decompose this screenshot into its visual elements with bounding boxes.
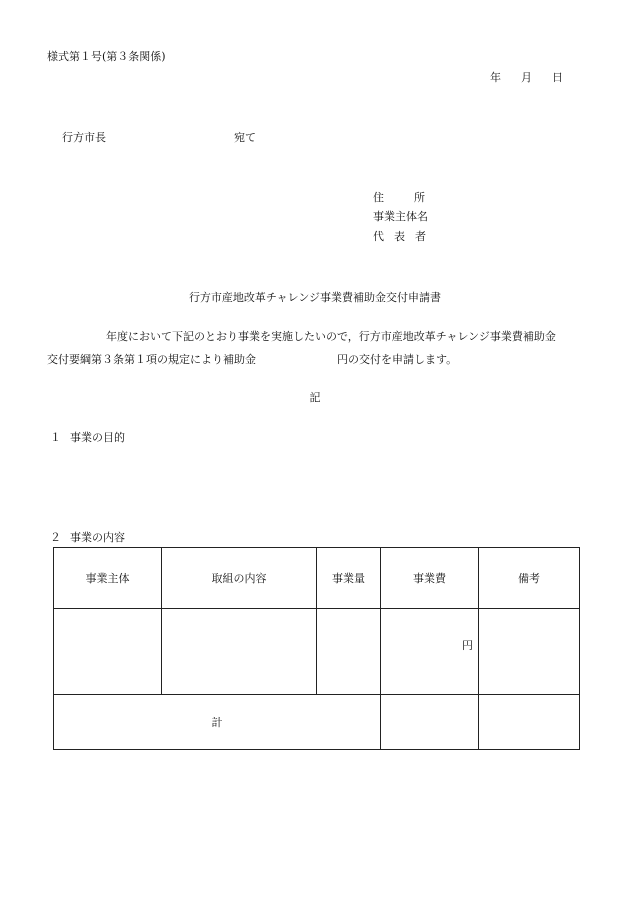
applicant-representative-label: 代 表 者 <box>373 230 426 243</box>
cell-entity[interactable] <box>54 609 162 695</box>
table-header-row <box>54 548 580 609</box>
total-label: 計 <box>54 695 381 750</box>
addressee-suffix: 宛て <box>234 131 256 144</box>
table-total-row <box>54 695 580 750</box>
header-activity: 取組の内容 <box>162 548 317 609</box>
date-day: 日 <box>552 71 563 84</box>
cell-total-cost[interactable] <box>381 695 479 750</box>
body-text-line2a: 交付要綱第３条第１項の規定により補助金 <box>47 353 256 366</box>
document-title: 行方市産地改革チャレンジ事業費補助金交付申請書 <box>188 291 442 304</box>
cell-activity[interactable] <box>162 609 317 695</box>
cell-remarks[interactable] <box>479 609 580 695</box>
cell-total-remarks[interactable] <box>479 695 580 750</box>
date-month: 月 <box>521 71 532 84</box>
project-content-table <box>53 547 580 750</box>
date-year: 年 <box>490 71 501 84</box>
cell-cost[interactable] <box>381 609 479 695</box>
section-content-heading: ２ 事業の内容 <box>50 531 125 544</box>
section-purpose-heading: １ 事業の目的 <box>50 431 125 444</box>
header-cost: 事業費 <box>381 548 479 609</box>
applicant-entity-name-label: 事業主体名 <box>373 210 428 223</box>
addressee-city: 行方市長 <box>62 131 106 144</box>
header-quantity: 事業量 <box>317 548 381 609</box>
body-text-line2b: 円の交付を申請します。 <box>337 353 458 366</box>
header-entity: 事業主体 <box>54 548 162 609</box>
date-line <box>490 72 563 83</box>
form-number: 様式第１号(第３条関係) <box>47 50 166 63</box>
yen-unit: 円 <box>462 639 473 652</box>
body-text-line1: 年度において下記のとおり事業を実施したいので，行方市産地改革チャレンジ事業費補助金 <box>106 330 556 343</box>
table-row <box>54 609 580 695</box>
header-remarks: 備考 <box>479 548 580 609</box>
applicant-address-label: 住 所 <box>373 191 425 204</box>
cell-quantity[interactable] <box>317 609 381 695</box>
ki-heading: 記 <box>309 391 321 404</box>
